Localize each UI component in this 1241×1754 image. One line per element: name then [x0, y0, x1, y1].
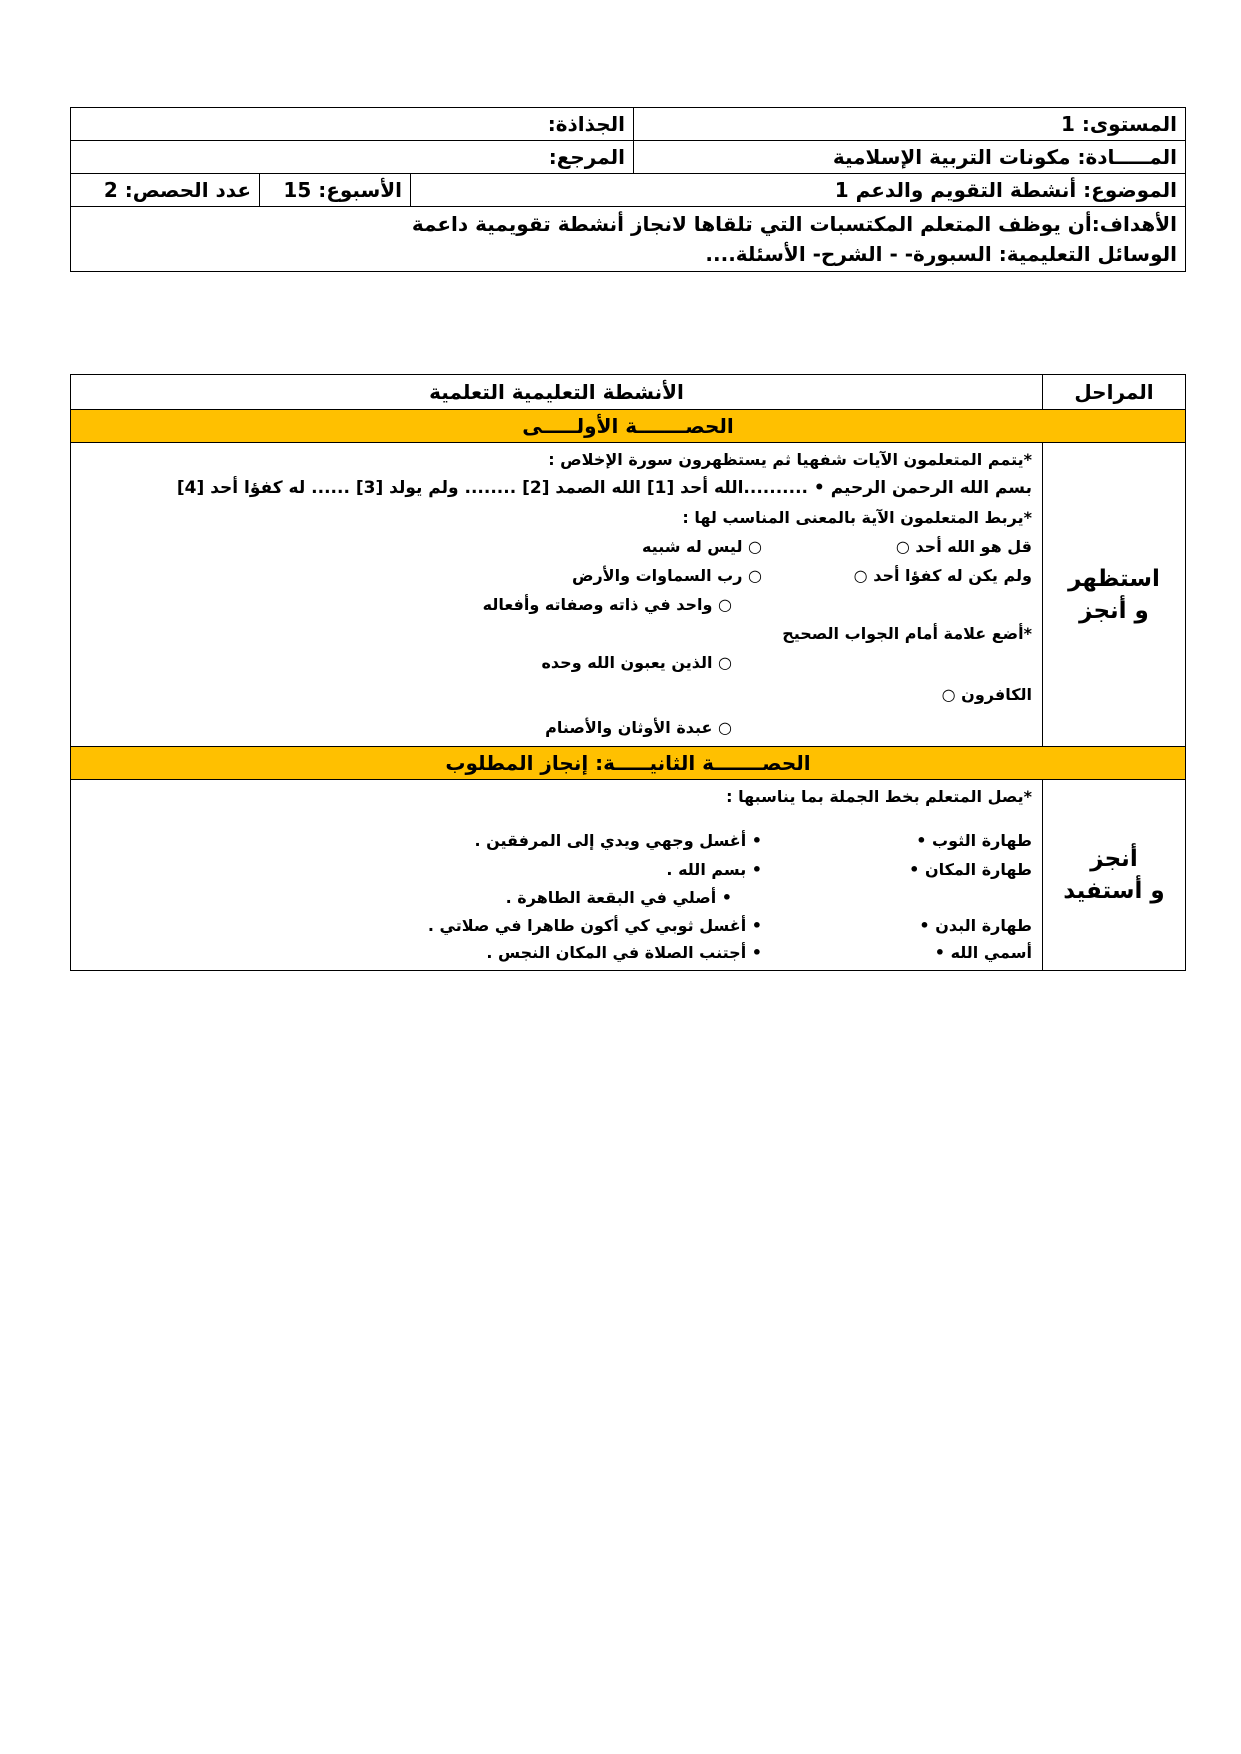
session-1-instruction-1: *يتمم المتعلمون الآيات شفهيا ثم يستظهرون سورة الإخلاص :	[548, 450, 1032, 469]
session-2-content	[71, 780, 1043, 971]
link-left-4: طهارة البدن •	[919, 916, 1032, 935]
link-row-2	[81, 855, 1032, 884]
session-2-instruction: *يصل المتعلم بخط الجملة بما يناسبها :	[726, 787, 1032, 806]
match-row-2	[81, 561, 1032, 590]
week-cell	[260, 174, 411, 207]
objectives-cell	[71, 207, 1186, 272]
sessions-count-text: عدد الحصص: 2	[103, 178, 251, 202]
activities-header: الأنشطة التعليمية التعلمية	[71, 375, 1043, 410]
subject-cell	[634, 141, 1186, 174]
session-1-stage	[1043, 443, 1186, 747]
topic-cell	[411, 174, 1186, 207]
link-row-5	[81, 940, 1032, 966]
session-2-stage	[1043, 780, 1186, 971]
session-2-stage-line-2: و أستفيد	[1063, 878, 1165, 904]
link-right-2: • بسم الله .	[666, 860, 762, 879]
link-right-4: • أغسل ثوبي كي أكون طاهرا في صلاتي .	[427, 916, 762, 935]
session-1-stage-line-2: و أنجز	[1079, 597, 1149, 624]
topic-text: الموضوع: أنشطة التقويم والدعم 1	[834, 178, 1177, 202]
grade-cell	[71, 108, 634, 141]
match-verse-2: ولم يكن له كفؤا أحد ○	[853, 566, 1032, 585]
level-cell	[634, 108, 1186, 141]
link-left-2: طهارة المكان •	[909, 860, 1032, 879]
link-right-5: • أجتنب الصلاة في المكان النجس .	[486, 943, 762, 962]
session-1-instruction-3: *أضع علامة أمام الجواب الصحيح	[782, 624, 1032, 643]
session-1-content	[71, 443, 1043, 747]
header-table	[70, 107, 1186, 272]
week-text: الأسبوع: 15	[283, 178, 402, 202]
session-2-title: الحصـــــــة الثانيـــــة: إنجاز المطلوب	[71, 747, 1186, 780]
link-row-1	[81, 826, 1032, 855]
answer-option-1[interactable]: ○ الذين يعبون الله وحده	[541, 653, 732, 672]
means-text: الوسائل التعليمية: السبورة- - الشرح- الأسئلة....	[705, 242, 1177, 266]
match-verse-1: قل هو الله أحد ○	[895, 537, 1032, 556]
link-right-1: • أغسل وجهي ويدي إلى المرفقين .	[474, 831, 762, 850]
reference-text: المرجع:	[548, 145, 625, 169]
session-2-stage-line-1: أنجز	[1090, 846, 1138, 872]
objectives-text: الأهداف:أن يوظف المتعلم المكتسبات التي تلقاها لانجاز أنشطة تقويمية داعمة	[411, 212, 1177, 236]
match-meaning-3: ○ واحد في ذاته وصفاته وأفعاله	[482, 595, 732, 614]
link-left-5: أسمي الله •	[934, 943, 1032, 962]
match-row-1	[81, 532, 1032, 561]
session-1-stage-line-1: استظهر	[1068, 565, 1160, 592]
link-right-3: • أصلي في البقعة الطاهرة .	[505, 888, 732, 907]
match-meaning-1: ○ ليس له شبيه	[641, 537, 762, 556]
subject-text: المـــــادة: مكونات التربية الإسلامية	[832, 145, 1177, 169]
stages-header: المراحل	[1043, 375, 1186, 410]
session-1-instruction-2: *يربط المتعلمون الآية بالمعنى المناسب لها :	[682, 508, 1032, 527]
grade-text: الجذاذة:	[547, 112, 625, 136]
answer-option-2[interactable]: الكافرون ○	[941, 685, 1032, 704]
link-row-4	[81, 912, 1032, 940]
session-1-title: الحصـــــــة الأولـــــى	[71, 410, 1186, 443]
link-left-1: طهارة الثوب •	[916, 831, 1032, 850]
match-meaning-2: ○ رب السماوات والأرض	[571, 566, 762, 585]
reference-cell	[71, 141, 634, 174]
sessions-count-cell	[71, 174, 260, 207]
surah-line: بسم الله الرحمن الرحيم • ..........الله أحد [1] الله الصمد [2] ........ ولم يولد [3] ...... له كفؤا أحد [4]	[176, 478, 1032, 498]
activities-table	[70, 374, 1186, 971]
answer-option-3[interactable]: ○ عبدة الأوثان والأصنام	[545, 718, 732, 737]
level-text: المستوى: 1	[1060, 112, 1177, 136]
